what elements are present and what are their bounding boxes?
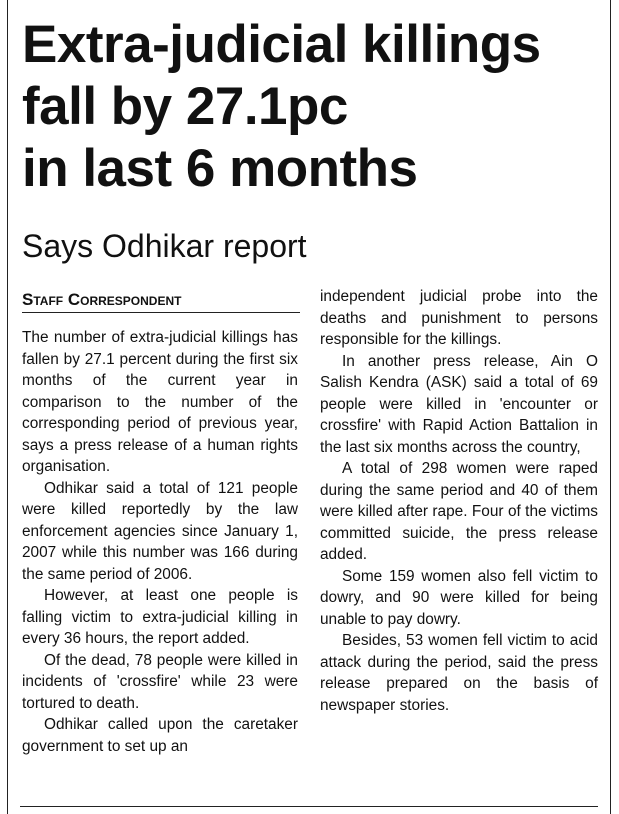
byline: Staff Correspondent (22, 290, 182, 309)
article-paragraph: Of the dead, 78 people were killed in incidents of 'crossfire' while 23 were tortured to death. (22, 651, 298, 712)
headline-line: in last 6 months (22, 139, 418, 198)
byline-rule (22, 312, 300, 313)
page-border-bottom (20, 806, 598, 807)
article-column-left (22, 327, 298, 757)
article-paragraph: Besides, 53 women fell victim to acid attack during the period, said the press release prepared on the basis of newspaper stories. (320, 632, 598, 714)
headline-line: Extra-judicial killings (22, 15, 541, 74)
headline-line: fall by 27.1pc (22, 77, 348, 136)
article-paragraph: In another press release, Ain O Salish Kendra (ASK) said a total of 69 people were killed in 'encounter or crossfire' with Rapid Action Battalion in the last six months across the country, (320, 352, 598, 456)
article-paragraph: Odhikar said a total of 121 people were killed reportedly by the law enforcement agencies since January 1, 2007 while this number was 166 during the same period of 2006. (22, 479, 298, 583)
article-paragraph: Odhikar called upon the caretaker government to set up an (22, 716, 298, 755)
article-paragraph: However, at least one people is falling victim to extra-judicial killing in every 36 hours, the report added. (22, 587, 298, 647)
article-paragraph: A total of 298 women were raped during the same period and 40 of them were killed after rape. Four of the victims committed suicide, the press release added. (320, 460, 598, 563)
subheadline: Says Odhikar report (22, 228, 307, 264)
article-paragraph: Some 159 women also fell victim to dowry, and 90 were killed for being unable to pay dowry. (320, 567, 598, 628)
headline (22, 14, 608, 200)
article-paragraph: The number of extra-judicial killings has fallen by 27.1 percent during the first six months of the current year in comparison to the number of the corresponding period of previous year, says a press release of a human rights organisation. (22, 329, 298, 475)
page-border-right (610, 0, 611, 814)
article-paragraph: independent judicial probe into the deaths and punishment to persons responsible for the killings. (320, 288, 598, 348)
page-border-left (7, 0, 8, 814)
article-column-right (320, 286, 598, 716)
